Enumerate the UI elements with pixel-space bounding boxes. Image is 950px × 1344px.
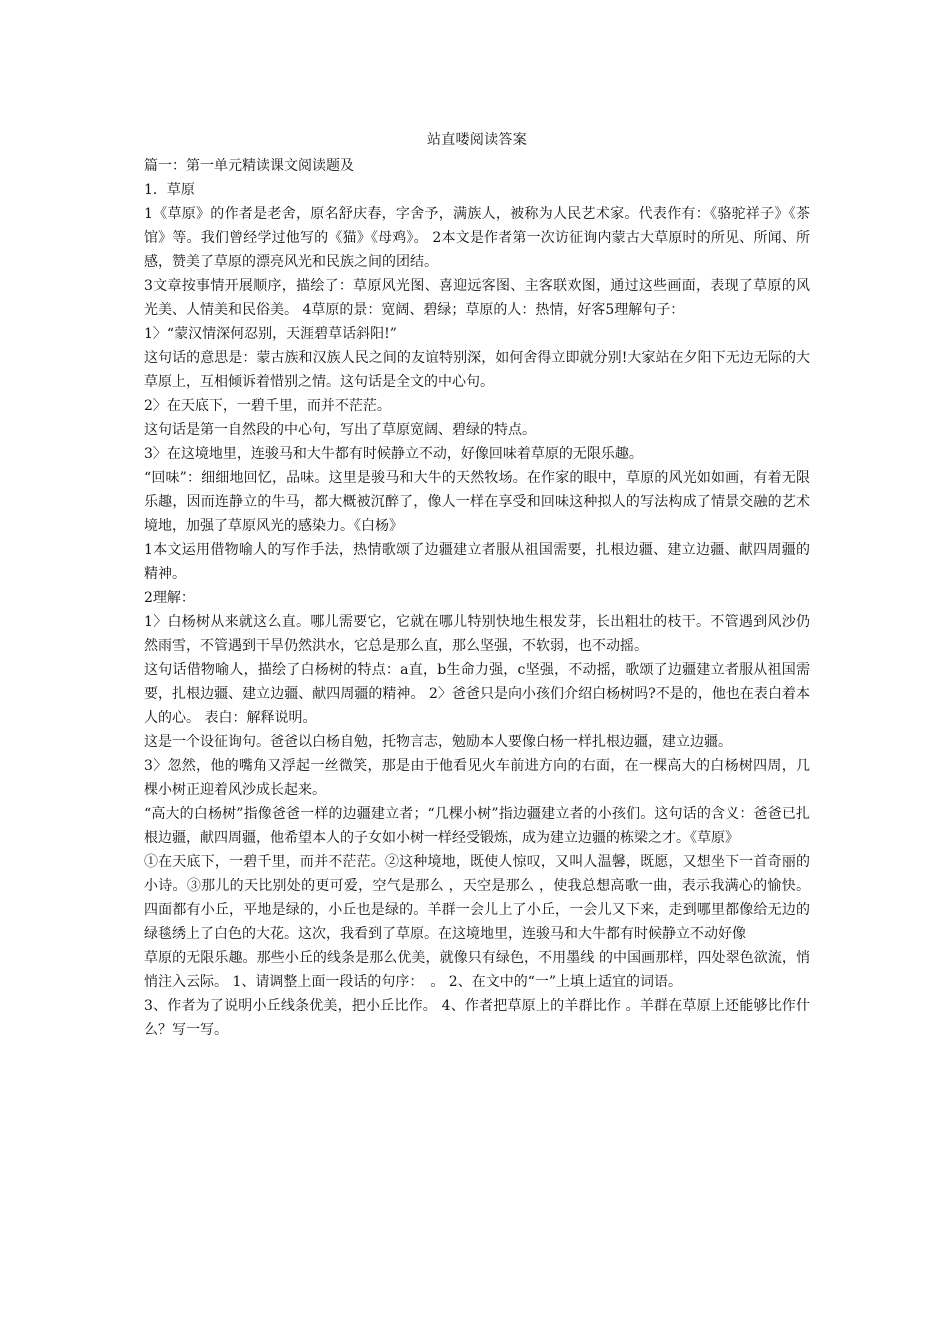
paragraph: 1《草原》的作者是老舍，原名舒庆春，字舍予，满族人，被称为人民艺术家。代表作有：《骆驼祥子》《茶馆》等。我们曾经学过他写的《猫》《母鸡》。 2本文是作者第一次访征询内蒙古大草原时的所见、所闻、所感，赞美了草原的漂亮风光和民族之间的团结。 [144,206,810,270]
document-page [144,128,810,1042]
paragraph-lesson-title: 1．草原 [144,182,195,198]
paragraph: “高大的白杨树”指像爸爸一样的边疆建立者；“几棵小树”指边疆建立者的小孩们。这句话的含义：爸爸已扎根边疆，献四周疆，他希望本人的子女如小树一样经受锻炼，成为建立边疆的栋梁之才。《草原》 [144,806,810,846]
paragraph: 这句话的意思是：蒙古族和汉族人民之间的友谊特别深，如何舍得立即就分别!大家站在夕阳下无边无际的大草原上，互相倾诉着惜别之情。这句话是全文的中心句。 [144,350,810,390]
paragraph: 这是一个设征询句。爸爸以白杨自勉，托物言志，勉励本人要像白杨一样扎根边疆，建立边疆。 [144,734,732,750]
paragraph: “回味”：细细地回忆，品味。这里是骏马和大牛的天然牧场。在作家的眼中，草原的风光如如画，有着无限乐趣，因而连静立的牛马，都大概被沉醉了，像人一样在享受和回味这种拟人的写法构成了情景交融的艺术境地，加强了草原风光的感染力。《白杨》 [144,470,810,534]
paragraph: 1〉白杨树从来就这么直。哪儿需要它，它就在哪儿特别快地生根发芽，长出粗壮的枝干。不管遇到风沙仍然雨雪，不管遇到干旱仍然洪水，它总是那么直，那么坚强，不软弱，也不动摇。 [144,614,810,654]
paragraph: 2理解： [144,590,195,606]
paragraph: 2〉在天底下，一碧千里，而并不茫茫。 [144,398,391,414]
paragraph: 这句话借物喻人，描绘了白杨树的特点：a直，b生命力强，c坚强，不动摇，歌颂了边疆建立者服从祖国需要，扎根边疆、建立边疆、献四周疆的精神。 2〉爸爸只是向小孩们介绍白杨树吗?不是的，他也在表白着本人的心。 表白：解释说明。 [144,662,810,726]
paragraph: 1本文运用借物喻人的写作手法，热情歌颂了边疆建立者服从祖国需要，扎根边疆、建立边疆、献四周疆的精神。 [144,542,810,582]
paragraph: 3〉在这境地里，连骏马和大牛都有时候静立不动，好像回味着草原的无限乐趣。 [144,446,643,462]
paragraph-section-heading: 篇一：第一单元精读课文阅读题及 [144,158,354,174]
paragraph: 1〉“蒙汉情深何忍别，天涯碧草话斜阳!” [144,326,397,342]
paragraph: 3文章按事情开展顺序，描绘了：草原风光图、喜迎远客图、主客联欢图，通过这些画面，表现了草原的风光美、人情美和民俗美。 4草原的景：宽阔、碧绿；草原的人：热情，好客5理解句子： [144,278,810,318]
paragraph: ①在天底下，一碧千里，而并不茫茫。②这种境地，既使人惊叹，又叫人温馨，既愿，又想坐下一首奇丽的小诗。③那儿的天比别处的更可爱，空气是那么 ，天空是那么 ，使我总想高歌一曲，表示我满心的愉快。四面都有小丘，平地是绿的，小丘也是绿的。羊群一会儿上了小丘，一会儿又下来，走到哪里都像给无边的绿毯绣上了白色的大花。这次，我看到了草原。在这境地里，连骏马和大牛都有时候静立不动好像 [144,854,810,942]
paragraph: 3、作者为了说明小丘线条优美，把小丘比作。 4、作者把草原上的羊群比作 。羊群在草原上还能够比作什么？写一写。 [144,998,810,1038]
paragraph: 3〉忽然，他的嘴角又浮起一丝微笑，那是由于他看见火车前进方向的右面，在一棵高大的白杨树四周，几棵小树正迎着风沙成长起来。 [144,758,810,798]
document-title: 站直喽阅读答案 [426,132,528,148]
paragraph: 这句话是第一自然段的中心句，写出了草原宽阔、碧绿的特点。 [144,422,536,438]
paragraph: 草原的无限乐趣。那些小丘的线条是那么优美，就像只有绿色，不用墨线 的中国画那样，四处翠色欲流，悄悄注入云际。 1、请调整上面一段话的句序： 。 2、在文中的“一”上填上适宜的词语。 [144,950,810,990]
